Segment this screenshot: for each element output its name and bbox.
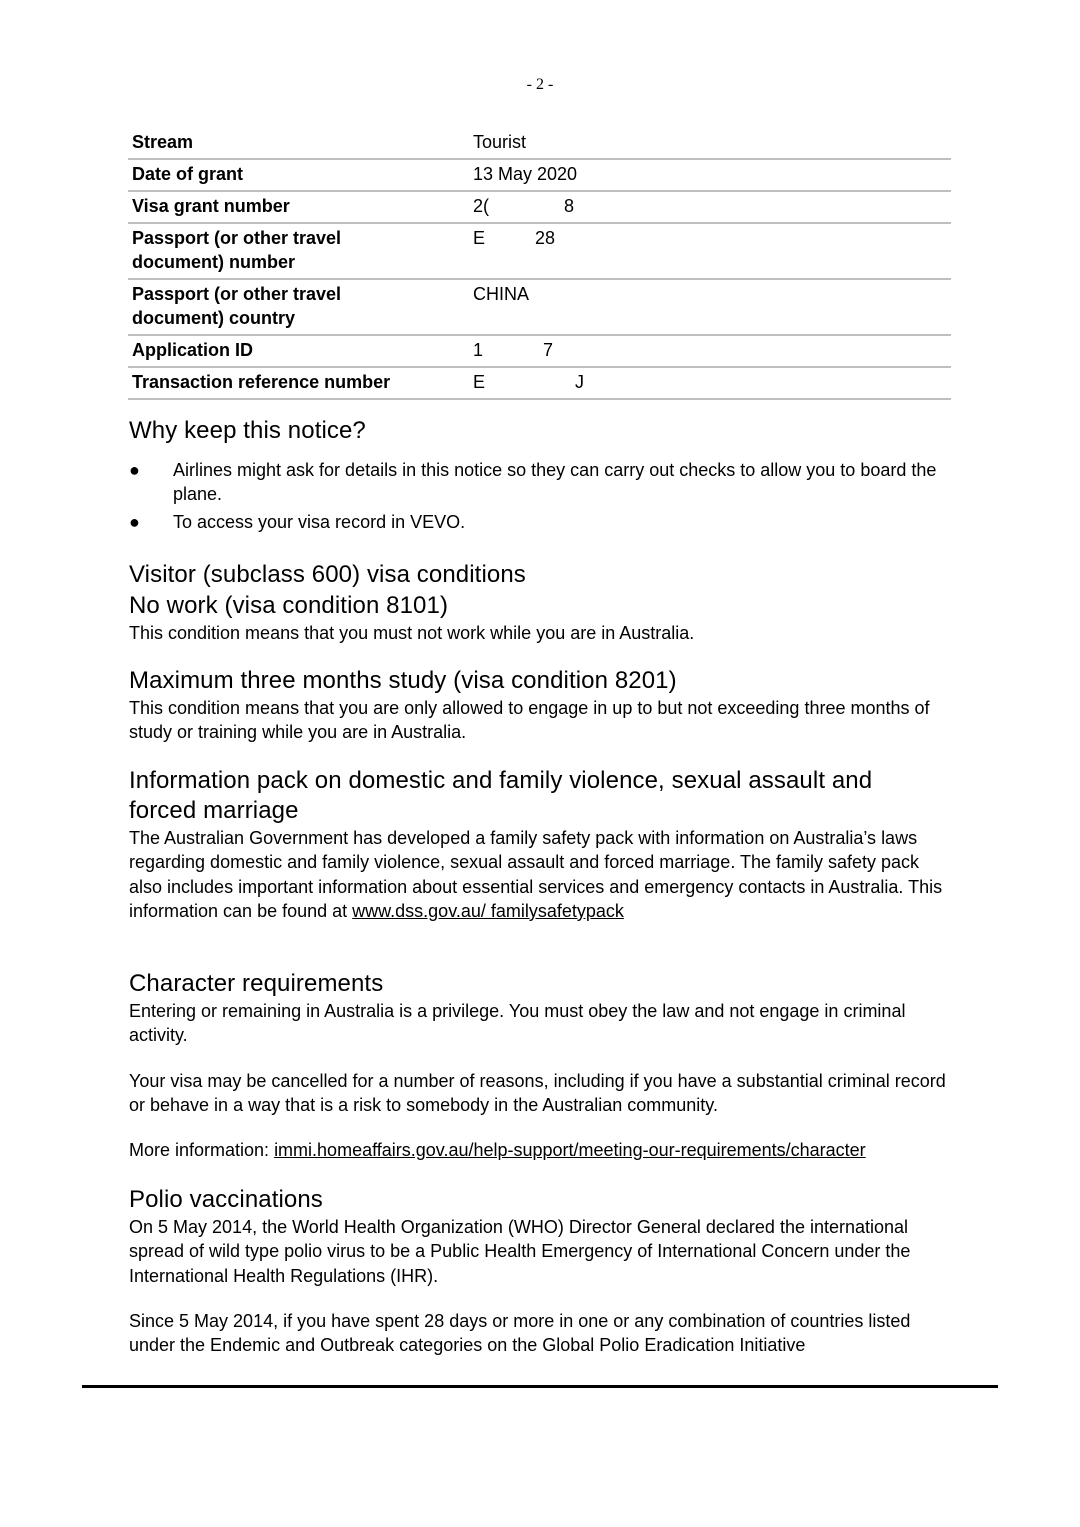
table-row	[128, 128, 951, 159]
row-value: 13 May 2020	[469, 159, 951, 191]
row-label: Date of grant	[128, 159, 469, 191]
paragraph: More information: immi.homeaffairs.gov.au/help-support/meeting-our-requirements/character	[129, 1140, 866, 1161]
row-value: CHINA	[469, 279, 951, 335]
visa-grant-details-table	[128, 128, 951, 400]
study-condition-section	[129, 666, 954, 745]
list-item: ● To access your visa record in VEVO.	[129, 510, 954, 534]
section-heading: Polio vaccinations	[129, 1186, 323, 1213]
paragraph: Since 5 May 2014, if you have spent 28 days or more in one or any combination of countries listed under the Endemic and Outbreak categories on the Global Polio Eradication Initiative	[129, 1310, 911, 1356]
table-row	[128, 159, 951, 191]
row-label: Transaction reference number	[128, 367, 469, 399]
row-label: Passport (or other travel document) number	[128, 223, 469, 279]
table-row	[128, 335, 951, 367]
paragraph: Your visa may be cancelled for a number of reasons, including if you have a substantial criminal record or behave in a way that is a risk to somebody in the Australian community.	[129, 1070, 946, 1115]
bullet-list	[129, 458, 954, 534]
paragraph: This condition means that you must not work while you are in Australia.	[129, 623, 695, 643]
row-label: Application ID	[128, 335, 469, 367]
section-heading: Information pack on domestic and family violence, sexual assault and forced marriage	[129, 767, 873, 824]
table-row	[128, 367, 951, 399]
row-label: Passport (or other travel document) country	[128, 279, 469, 335]
paragraph: Entering or remaining in Australia is a privilege. You must obey the law and not engage in criminal activity.	[129, 1001, 906, 1046]
list-item: ● Airlines might ask for details in this notice so they can carry out checks to allow you to board the plane.	[129, 460, 937, 505]
section-heading: Visitor (subclass 600) visa conditions	[129, 561, 526, 588]
section-heading: Character requirements	[129, 970, 384, 997]
row-label: Visa grant number	[128, 191, 469, 223]
bullet-icon: ●	[129, 511, 140, 532]
subsection-heading: Maximum three months study (visa condition 8201)	[129, 667, 677, 694]
info-pack-section	[129, 766, 955, 923]
paragraph: The Australian Government has developed a family safety pack with information on Australia’s laws regarding domestic and family violence, sexual assault and forced marriage. The family safety pack also includes important information about essential services and emergency contacts in Australia. This information can be found at www.dss.gov.au/ familysafetypack	[129, 828, 943, 921]
row-label: Stream	[128, 128, 469, 159]
row-value: 2( 8	[469, 191, 951, 223]
row-value: Tourist	[469, 128, 951, 159]
visa-conditions-section	[129, 560, 954, 645]
paragraph: On 5 May 2014, the World Health Organization (WHO) Director General declared the international spread of wild type polio virus to be a Public Health Emergency of International Concern under the International Health Regulations (IHR).	[129, 1217, 911, 1286]
character-requirements-link[interactable]: immi.homeaffairs.gov.au/help-support/meeting-our-requirements/character	[274, 1140, 866, 1161]
why-keep-section	[129, 416, 954, 537]
page-number: - 2 -	[526, 76, 554, 93]
polio-section	[129, 1185, 954, 1357]
table-row	[128, 223, 951, 279]
row-value: E 28	[469, 223, 951, 279]
row-value: 1 7	[469, 335, 951, 367]
section-heading: Why keep this notice?	[129, 417, 366, 444]
paragraph: This condition means that you are only allowed to engage in up to but not exceeding three months of study or training while you are in Australia.	[129, 698, 930, 743]
family-safety-pack-link[interactable]: www.dss.gov.au/ familysafetypack	[352, 900, 624, 921]
subsection-heading: No work (visa condition 8101)	[129, 592, 449, 619]
table-row	[128, 279, 951, 335]
table-row	[128, 191, 951, 223]
character-section	[129, 969, 954, 1162]
footer-divider	[82, 1385, 998, 1388]
bullet-icon: ●	[129, 460, 140, 480]
row-value: E J	[469, 367, 951, 399]
